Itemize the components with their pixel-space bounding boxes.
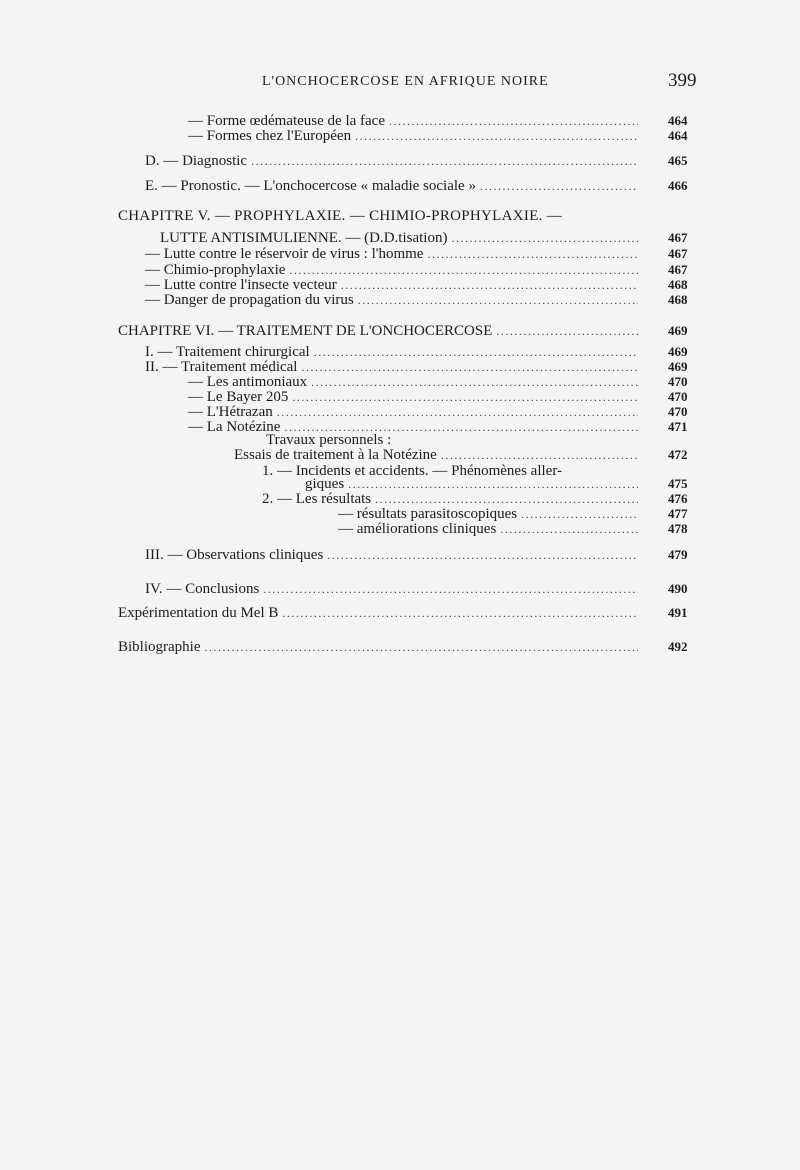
toc-entry-page: 492	[668, 639, 688, 654]
toc-leader-dots	[251, 152, 638, 170]
toc-entry-page: 471	[668, 419, 688, 434]
running-header	[0, 70, 800, 98]
toc-entry-page: 479	[668, 547, 688, 562]
toc-entry-label: Essais de traitement à la Notézine	[234, 447, 437, 463]
toc-entry-label: D. — Diagnostic	[145, 153, 248, 169]
toc-entry-page: 466	[668, 178, 688, 193]
toc-entry-page: 467	[668, 246, 688, 261]
header-title: L'ONCHOCERCOSE EN AFRIQUE NOIRE	[262, 74, 549, 89]
toc-entry	[118, 322, 642, 340]
toc-entry	[145, 580, 642, 598]
toc-entry-page: 467	[668, 230, 688, 245]
toc-entry-label: LUTTE ANTISIMULIENNE. — (D.D.tisation)	[160, 230, 448, 246]
toc-entry	[118, 604, 642, 622]
toc-entry-label: E. — Pronostic. — L'onchocercose « maladie sociale »	[145, 178, 476, 194]
toc-entry	[145, 177, 642, 195]
toc-entry-label: 1. — Incidents et accidents. — Phénomènes aller-	[262, 463, 563, 479]
toc-entry-page: 470	[668, 389, 688, 404]
toc-entry-label: — Forme œdémateuse de la face	[188, 113, 385, 129]
toc-entry-page: 465	[668, 153, 688, 168]
chapter-heading: CHAPITRE V. — PROPHYLAXIE. — CHIMIO-PROPHYLAXIE. —	[118, 208, 563, 224]
toc-entry-page: 477	[668, 506, 688, 521]
toc-entry	[338, 520, 642, 538]
toc-entry-page: 491	[668, 605, 688, 620]
toc-entry-page: 476	[668, 491, 688, 506]
toc-entry-label: Expérimentation du Mel B	[118, 605, 279, 621]
toc-entry-label: — Lutte contre l'insecte vecteur	[145, 277, 337, 293]
toc-entry-label: 2. — Les résultats	[262, 491, 372, 507]
toc-entry-label: — Le Bayer 205	[188, 389, 289, 405]
toc-entry	[188, 127, 642, 145]
toc-leader-dots	[263, 580, 638, 598]
toc-entry-page: 472	[668, 447, 688, 462]
toc-entry-label: — Les antimoniaux	[188, 374, 308, 390]
subsection-heading: Travaux personnels :	[266, 432, 392, 448]
toc-entry	[145, 291, 642, 309]
toc-leader-dots	[205, 638, 639, 656]
toc-entry-page: 467	[668, 262, 688, 277]
toc-leader-dots	[358, 291, 638, 309]
toc-entry-page: 464	[668, 113, 688, 128]
header-page-number: 399	[668, 70, 697, 91]
toc-leader-dots	[500, 520, 638, 538]
toc-entry-label: — La Notézine	[188, 419, 281, 435]
toc-entry	[118, 638, 642, 656]
toc-leader-dots	[480, 177, 638, 195]
toc-entry-label: IV. — Conclusions	[145, 581, 260, 597]
toc-entry-page: 470	[668, 374, 688, 389]
toc-entry	[145, 152, 642, 170]
toc-entry	[145, 546, 642, 564]
toc-entry-label: II. — Traitement médical	[145, 359, 298, 375]
toc-entry-page: 470	[668, 404, 688, 419]
toc-leader-dots	[282, 604, 638, 622]
toc-entry-label: — L'Hétrazan	[188, 404, 273, 420]
toc-entry-page: 468	[668, 277, 688, 292]
toc-entry-label: — Danger de propagation du virus	[145, 292, 354, 308]
toc-entry-label: Bibliographie	[118, 639, 201, 655]
toc-entry-label: — améliorations cliniques	[338, 521, 497, 537]
toc-entry-label: — Chimio-prophylaxie	[145, 262, 286, 278]
toc-entry-label: — résultats parasitoscopiques	[338, 506, 518, 522]
toc-entry-page: 475	[668, 476, 688, 491]
toc-leader-dots	[355, 127, 638, 145]
toc-entry-page: 469	[668, 323, 688, 338]
toc-entry-page: 464	[668, 128, 688, 143]
toc-entry-label: — Formes chez l'Européen	[188, 128, 352, 144]
toc-entry-label: III. — Observations cliniques	[145, 547, 324, 563]
toc-entry-label: giques	[305, 476, 345, 492]
toc-entry-label: I. — Traitement chirurgical	[145, 344, 310, 360]
chapter-heading: CHAPITRE VI. — TRAITEMENT DE L'ONCHOCERCOSE	[118, 323, 493, 339]
toc-entry-label: — Lutte contre le réservoir de virus : l'homme	[145, 246, 424, 262]
toc-entry-page: 478	[668, 521, 688, 536]
toc-leader-dots	[496, 322, 638, 340]
toc-entry-page: 469	[668, 344, 688, 359]
toc-entry-page: 469	[668, 359, 688, 374]
toc-entry	[188, 418, 642, 436]
toc-entry-page: 468	[668, 292, 688, 307]
toc-entry-page: 490	[668, 581, 688, 596]
toc-leader-dots	[327, 546, 638, 564]
